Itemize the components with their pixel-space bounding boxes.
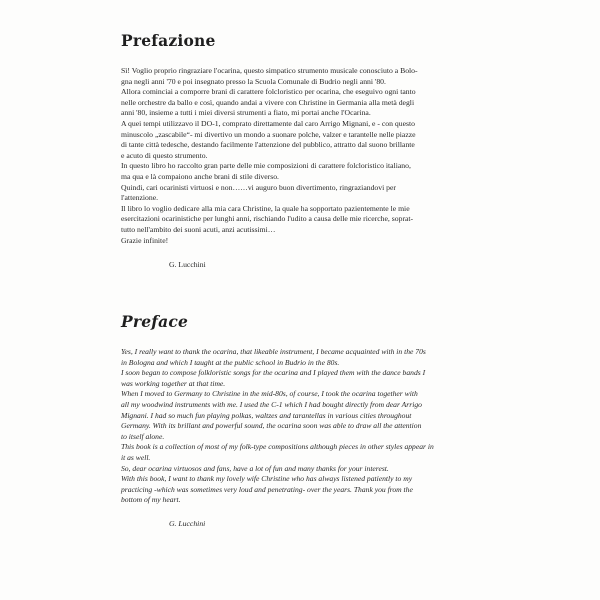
english-line: was working together at that time. xyxy=(121,378,226,388)
english-line: With this book, I want to thank my lovely wife Christine who has always listened patiently to my xyxy=(121,474,413,484)
italian-line: tutto nell'ambito dei suoni acuti, anzi acutissimi… xyxy=(121,224,276,234)
english-line: Germany. With its brillant and powerful sound, the ocarina soon was able to draw all the attention xyxy=(121,421,422,431)
italian-line: nelle orchestre da ballo e così, quando andai a vivere con Christine in Germania alla metà degli xyxy=(121,97,415,107)
italian-line: In questo libro ho raccolto gran parte delle mie composizioni di carattere folcloristico italiano, xyxy=(121,161,411,171)
english-line: Yes, I really want to thank the ocarina, that likeable instrument, I became acquainted with in the 70s xyxy=(121,347,426,356)
english-line: This book is a collection of most of my folk-type compositions although pieces in other styles appear in xyxy=(121,442,434,452)
english-line: it as well. xyxy=(121,452,151,462)
italian-line: gna negli anni '70 e poi insegnato presso la Scuola Comunale di Budrio negli anni '80. xyxy=(121,76,386,86)
italian-body xyxy=(121,66,529,246)
english-line: bottom of my heart. xyxy=(121,495,181,505)
english-line: When I moved to Germany to Christine in the mid-80s, of course, I took the ocarina together with xyxy=(121,389,418,399)
english-line: in Bologna and which I taught at the public school in Budrio in the 80s. xyxy=(121,357,340,367)
english-line: all my woodwind instruments with me. I used the C-1 which I had bought directly from dear Arrigo xyxy=(121,399,422,409)
italian-line: Il libro lo voglio dedicare alla mia cara Christine, la quale ha sopportato pazientemente le mie xyxy=(121,203,410,213)
english-line: to itself alone. xyxy=(121,431,165,441)
italian-line: A quei tempi utilizzavo il DO-1, comprato direttamente dal caro Arrigo Mignani, e - con questo xyxy=(121,118,415,128)
italian-line: esercitazioni ocarinistiche per lunghi anni, rischiando l'udito a causa delle mie ricerche, soprat- xyxy=(121,214,414,224)
italian-line: Allora cominciai a comporre brani di carattere folcloristico per ocarina, che eseguivo ogni tanto xyxy=(121,87,416,97)
italian-line: l'attenzione. xyxy=(121,193,159,203)
english-line: Mignani. I had so much fun playing polkas, waltzes and tarantellas in various cities throughout xyxy=(121,410,412,420)
italian-line: ma qua e là compaiono anche brani di stile diverso. xyxy=(121,171,279,181)
english-body xyxy=(121,347,529,506)
italian-line: minuscolo „zascabile“- mi divertivo un mondo a suonare polche, valzer e tarantelle nelle piazze xyxy=(121,129,416,139)
italian-line: anni '80, insieme a tutti i miei diversi strumenti a fiato, mi portai anche l'Ocarina. xyxy=(121,108,371,118)
italian-line: Sì! Voglio proprio ringraziare l'ocarina, questo simpatico strumento musicale conosciuto a Bolo- xyxy=(121,66,418,75)
english-line: I soon began to compose folkloristic songs for the ocarina and I played them with the dance bands I xyxy=(121,368,426,378)
italian-line: e acuto di questo strumento. xyxy=(121,150,208,160)
english-preface-section xyxy=(121,312,529,528)
english-title: Preface xyxy=(121,312,189,331)
italian-signature: G. Lucchini xyxy=(169,260,206,270)
italian-line: Grazie infinite! xyxy=(121,235,169,245)
english-line: So, dear ocarina virtuosos and fans, have a lot of fun and many thanks for your interest. xyxy=(121,463,389,473)
italian-line: Quindi, cari ocarinisti virtuosi e non……vi auguro buon divertimento, ringraziandovi per xyxy=(121,182,396,192)
english-signature: G. Lucchini xyxy=(169,518,206,528)
italian-preface-section xyxy=(121,31,529,269)
english-line: practicing -which was sometimes very loud and penetrating- over the years. Thank you from the xyxy=(121,484,413,494)
italian-line: di tante città tedesche, destando facilmente l'attenzione del pubblico, attratto dal suono brillante xyxy=(121,140,415,150)
italian-title: Prefazione xyxy=(121,31,216,50)
